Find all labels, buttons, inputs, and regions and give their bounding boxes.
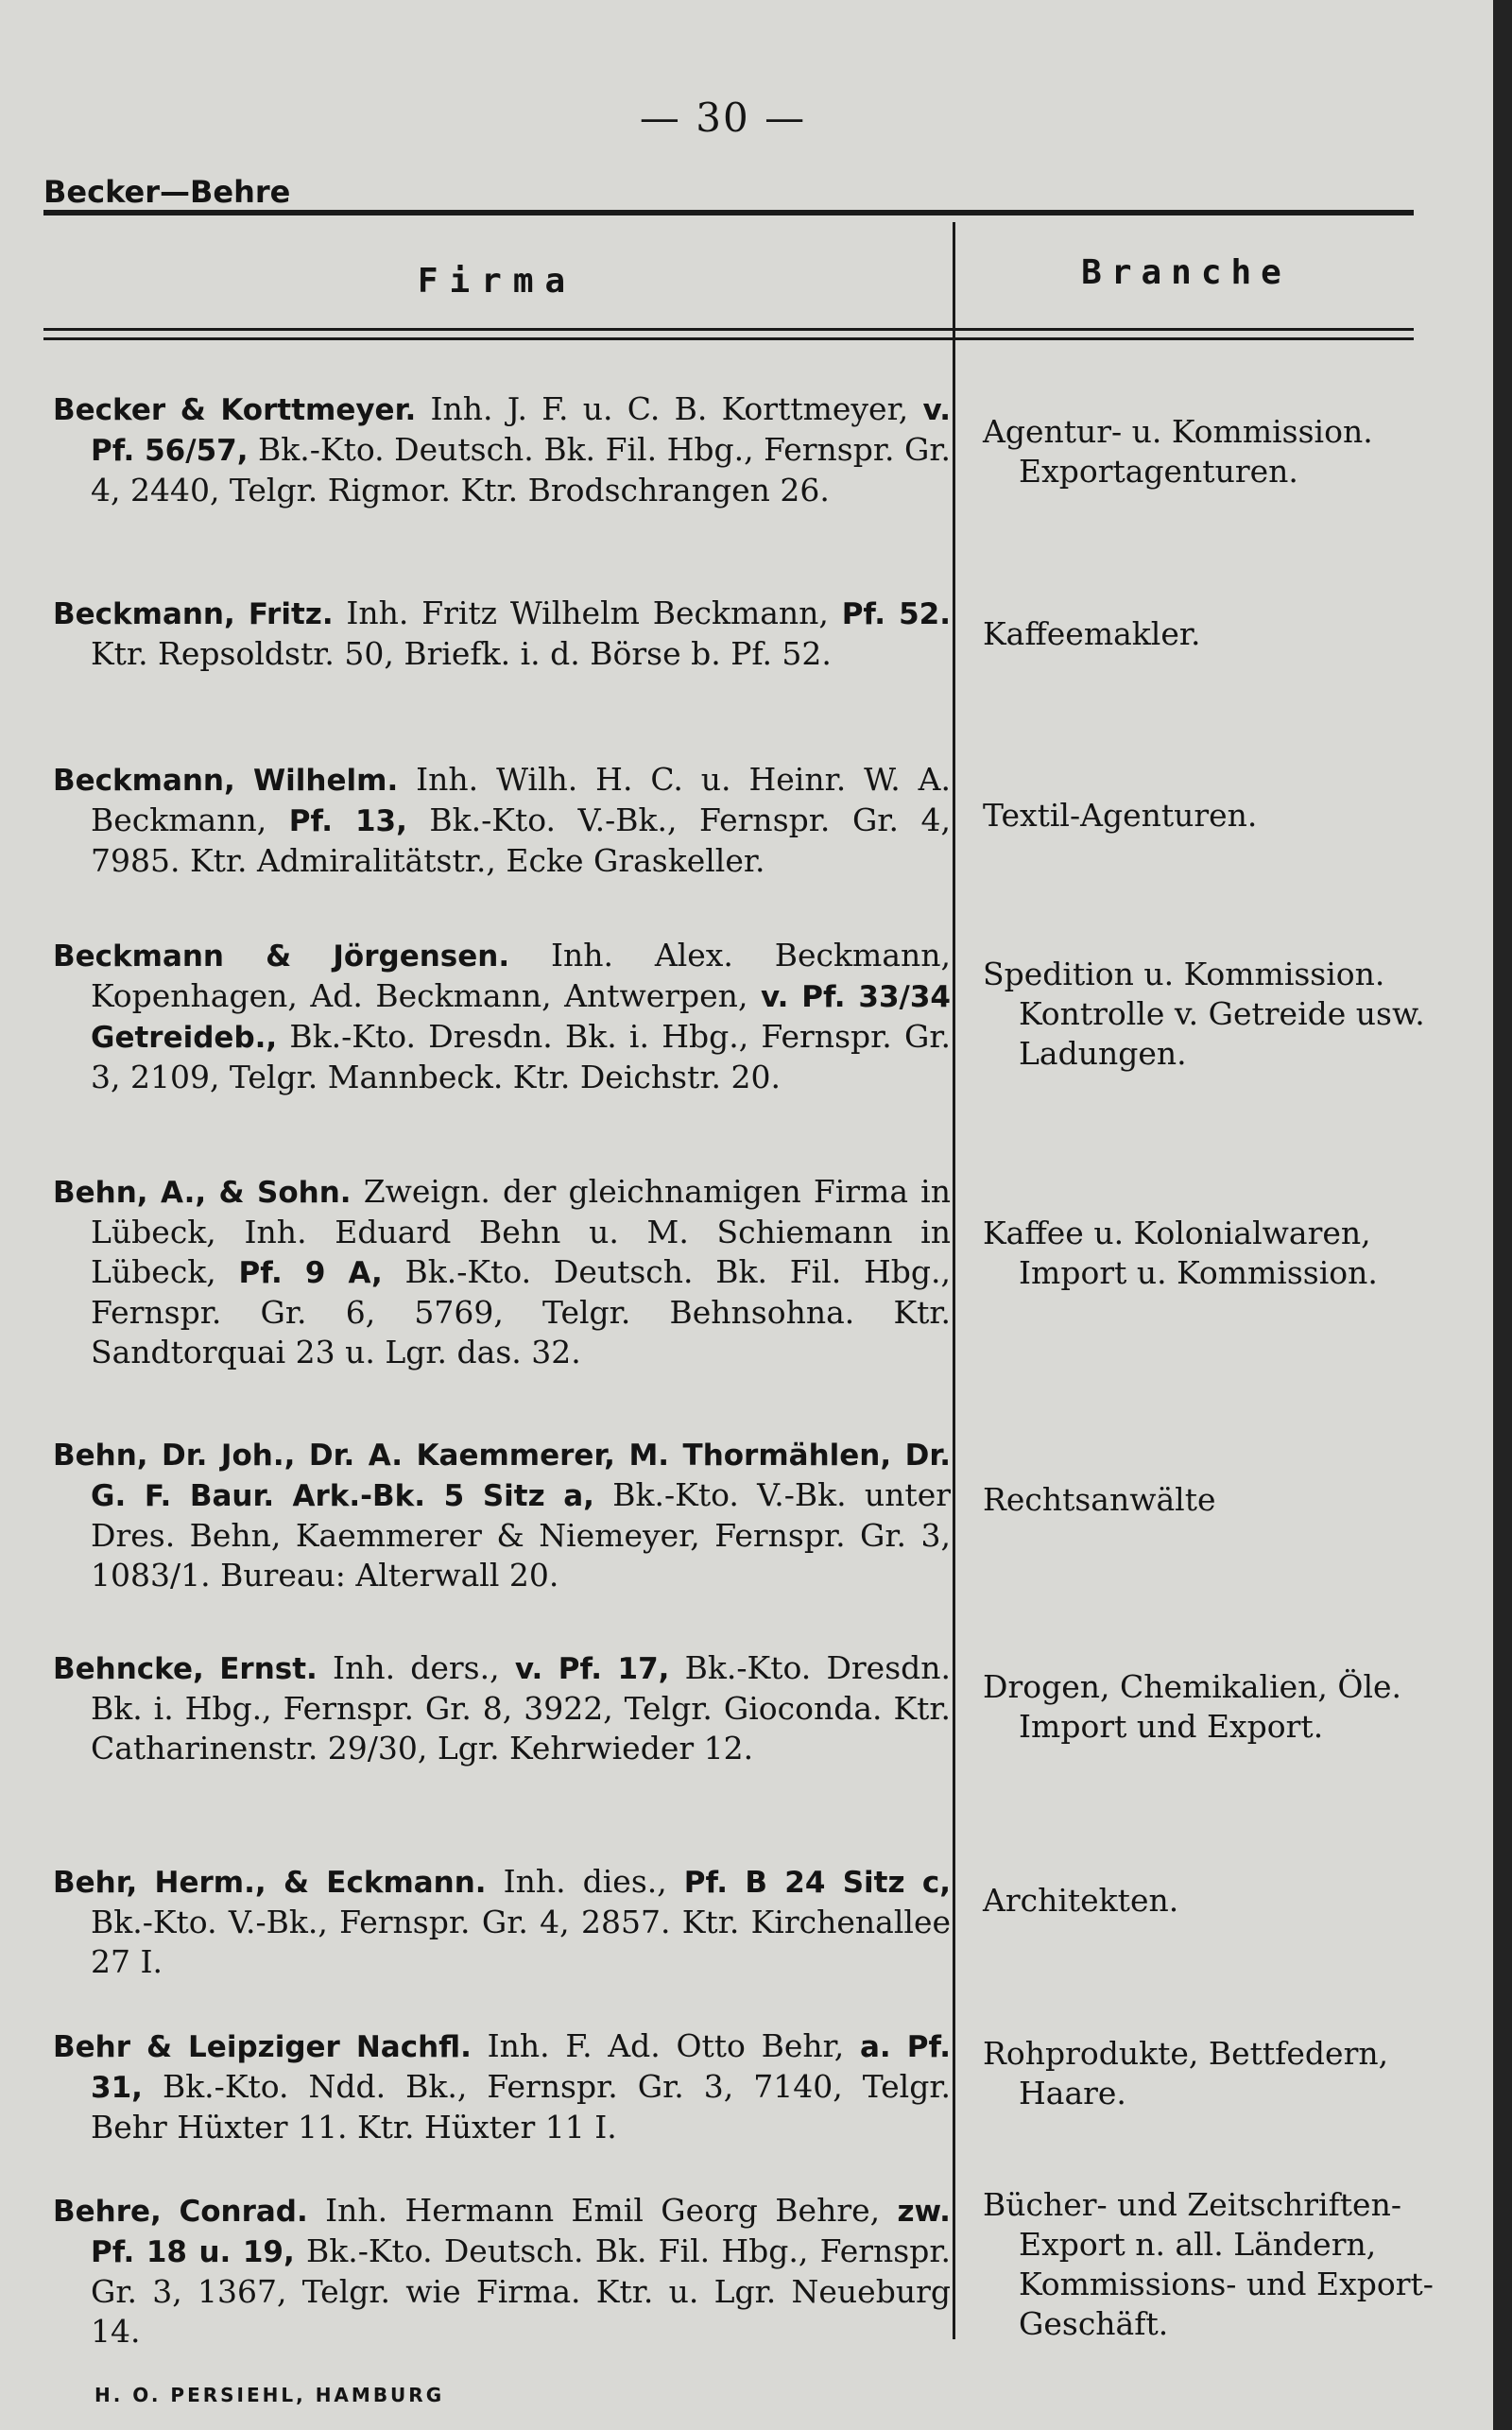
- entry-name: Behncke, Ernst.: [53, 1652, 318, 1686]
- entry-beckmann-joergensen: [53, 936, 951, 1097]
- entry-firm-text: [53, 389, 951, 510]
- entry-details: Bk.-Kto. Deutsch. Bk. Fil. Hbg., Fernspr. Gr. 3, 1367, Telgr. wie Firma. Ktr. u. Lgr. Neueburg 14.: [91, 2232, 951, 2350]
- entry-postbox: Pf. 13,: [288, 804, 407, 838]
- entry-firm-text: [53, 936, 951, 1097]
- entry-behn-kaemmerer: [53, 1435, 951, 1595]
- entry-branche: [983, 2034, 1455, 2113]
- entry-details: Bk.-Kto. Deutsch. Bk. Fil. Hbg., Fernspr. Gr. 6, 5769, Telgr. Behnsohna. Ktr. Sandtorquai 23 u. Lgr. das. 32.: [91, 1253, 951, 1370]
- entry-postbox: a. Pf. 31,: [91, 2030, 952, 2105]
- entry-branche: [983, 1881, 1455, 1921]
- column-header-firma: Firma: [417, 262, 577, 301]
- printer-imprint: H. O. PERSIEHL, HAMBURG: [94, 2384, 445, 2406]
- branche-line-1: Textil-Agenturen.: [983, 797, 1258, 834]
- entry-branche: [983, 1667, 1455, 1747]
- entry-name: Behre, Conrad.: [53, 2195, 308, 2229]
- entry-branche: [983, 412, 1455, 491]
- page-edge-shadow: [1493, 0, 1512, 2430]
- entry-branche: [983, 796, 1455, 836]
- entry-branche: [983, 1214, 1455, 1293]
- entry-details: Bk.-Kto. Dresdn. Bk. i. Hbg., Fernspr. Gr. 8, 3922, Telgr. Gioconda. Ktr. Catharinenstr. 29/30, Lgr. Kehrwieder 12.: [91, 1649, 952, 1766]
- entry-name: Behn, A., & Sohn.: [53, 1176, 352, 1210]
- branche-line-1: Kaffeemakler.: [983, 615, 1201, 652]
- entry-postbox: Pf. 9 A,: [238, 1256, 383, 1290]
- entry-firm-text: [53, 2026, 951, 2147]
- entry-name: Becker & Korttmeyer.: [53, 393, 417, 427]
- entry-behre-conrad: [53, 2191, 951, 2352]
- branche-line-1: Bücher- und Zeitschriften-: [983, 2186, 1401, 2223]
- branche-line-1: Rohprodukte, Bettfedern,: [983, 2035, 1389, 2072]
- branche-line-2: Kontrolle v. Getreide usw. Ladungen.: [1019, 995, 1425, 1072]
- entry-name: Behr, Herm., & Eckmann.: [53, 1866, 487, 1900]
- entry-owner: Inh. Hermann Emil Georg Behre,: [325, 2192, 881, 2229]
- column-header-rule-upper: [43, 328, 1414, 331]
- entry-owner: Zweign. der gleichnamigen Firma in Lübeck, Inh. Eduard Behn u. M. Schiemann in Lübeck,: [91, 1173, 951, 1290]
- entry-postbox: v. Pf. 17,: [514, 1652, 670, 1686]
- entry-branche: [983, 614, 1455, 654]
- entry-name: Behr & Leipziger Nachfl.: [53, 2030, 472, 2064]
- entry-details: Ktr. Repsoldstr. 50, Briefk. i. d. Börse b. Pf. 52.: [91, 635, 832, 672]
- entry-postbox: v. Pf. 33/34 Getreideb.,: [91, 980, 952, 1055]
- entry-branche: [983, 955, 1455, 1074]
- entry-owner: Inh. dies.,: [503, 1863, 667, 1900]
- entry-details: Bk.-Kto. V.-Bk., Fernspr. Gr. 4, 7985. Ktr. Admiralitätstr., Ecke Graskeller.: [91, 801, 951, 879]
- entry-firm-text: [53, 594, 951, 674]
- entry-beckmann-wilhelm: [53, 760, 951, 881]
- entry-postbox: Pf. B 24 Sitz c,: [683, 1866, 951, 1900]
- column-header-rule-lower: [43, 337, 1414, 340]
- entry-firm-text: [53, 1435, 951, 1595]
- branche-line-1: Rechtsanwälte: [983, 1481, 1216, 1518]
- branche-line-1: Drogen, Chemikalien, Öle.: [983, 1668, 1402, 1705]
- entry-postbox: v. Pf. 56/57,: [91, 393, 951, 468]
- entry-behr-eckmann: [53, 1862, 951, 1982]
- entry-owner: Inh. Fritz Wilhelm Beckmann,: [346, 595, 829, 631]
- entry-owner: Inh. Wilh. H. C. u. Heinr. W. A. Beckmann,: [91, 761, 951, 838]
- entry-branche: [983, 2185, 1455, 2344]
- branche-line-1: Agentur- u. Kommission.: [983, 413, 1373, 450]
- entry-behn-sohn: [53, 1172, 951, 1372]
- entry-name: Beckmann, Wilhelm.: [53, 764, 399, 798]
- header-rule: [43, 210, 1414, 215]
- entry-details: Bk.-Kto. Deutsch. Bk. Fil. Hbg., Fernspr. Gr. 4, 2440, Telgr. Rigmor. Ktr. Brodschrangen 26.: [91, 431, 951, 508]
- entry-postbox: Pf. 52.: [841, 597, 951, 631]
- entry-firm-text: [53, 1172, 951, 1372]
- branche-line-1: Kaffee u. Kolonialwaren,: [983, 1215, 1371, 1251]
- entry-beckmann-fritz: [53, 594, 951, 674]
- entry-name: Beckmann & Jörgensen.: [53, 939, 510, 974]
- entry-details: Bk.-Kto. V.-Bk. unter Dres. Behn, Kaemmerer & Niemeyer, Fernspr. Gr. 3, 1083/1. Bureau: Alterwall 20.: [91, 1476, 952, 1594]
- branche-line-2: Export n. all. Ländern, Kommissions- und Export-Geschäft.: [1019, 2226, 1434, 2342]
- entry-firm-text: [53, 1862, 951, 1982]
- entry-firm-text: [53, 1648, 951, 1768]
- entry-becker-korttmeyer: [53, 389, 951, 510]
- entry-firm-text: [53, 2191, 951, 2352]
- entry-owner: Inh. ders.,: [333, 1649, 500, 1686]
- column-divider: [953, 222, 955, 2339]
- entry-postbox: Ark.-Bk. 5 Sitz a,: [292, 1479, 594, 1513]
- branche-line-1: Spedition u. Kommission.: [983, 956, 1385, 992]
- entry-owner: Inh. J. F. u. C. B. Korttmeyer,: [430, 390, 909, 427]
- entry-details: Bk.-Kto. Dresdn. Bk. i. Hbg., Fernspr. Gr. 3, 2109, Telgr. Mannbeck. Ktr. Deichstr. 20.: [91, 1018, 951, 1095]
- entry-details: Bk.-Kto. V.-Bk., Fernspr. Gr. 4, 2857. Ktr. Kirchenallee 27 I.: [91, 1904, 951, 1980]
- entry-behncke-ernst: [53, 1648, 951, 1768]
- entry-postbox: zw. Pf. 18 u. 19,: [91, 2195, 951, 2269]
- branche-line-2: Haare.: [1019, 2075, 1126, 2111]
- entry-owner: Inh. Alex. Beckmann, Kopenhagen, Ad. Beckmann, Antwerpen,: [91, 937, 951, 1014]
- entry-details: Bk.-Kto. Ndd. Bk., Fernspr. Gr. 3, 7140, Telgr. Behr Hüxter 11. Ktr. Hüxter 11 I.: [91, 2068, 951, 2146]
- entry-behr-leipziger: [53, 2026, 951, 2147]
- branche-line-1: Architekten.: [983, 1882, 1179, 1919]
- running-head: Becker—Behre: [43, 174, 291, 210]
- entry-branche: [983, 1480, 1455, 1520]
- branche-line-2: Exportagenturen.: [1019, 453, 1298, 490]
- page-number: — 30 —: [639, 95, 807, 141]
- entry-name: Beckmann, Fritz.: [53, 597, 334, 631]
- entry-owner: Inh. F. Ad. Otto Behr,: [487, 2027, 845, 2064]
- branche-line-2: Import und Export.: [1019, 1708, 1324, 1745]
- entry-name: Behn, Dr. Joh., Dr. A. Kaemmerer, M. Thormählen, Dr. G. F. Baur.: [53, 1439, 951, 1513]
- column-header-branche: Branche: [1081, 253, 1291, 292]
- entry-firm-text: [53, 760, 951, 881]
- branche-line-2: Import u. Kommission.: [1019, 1254, 1378, 1291]
